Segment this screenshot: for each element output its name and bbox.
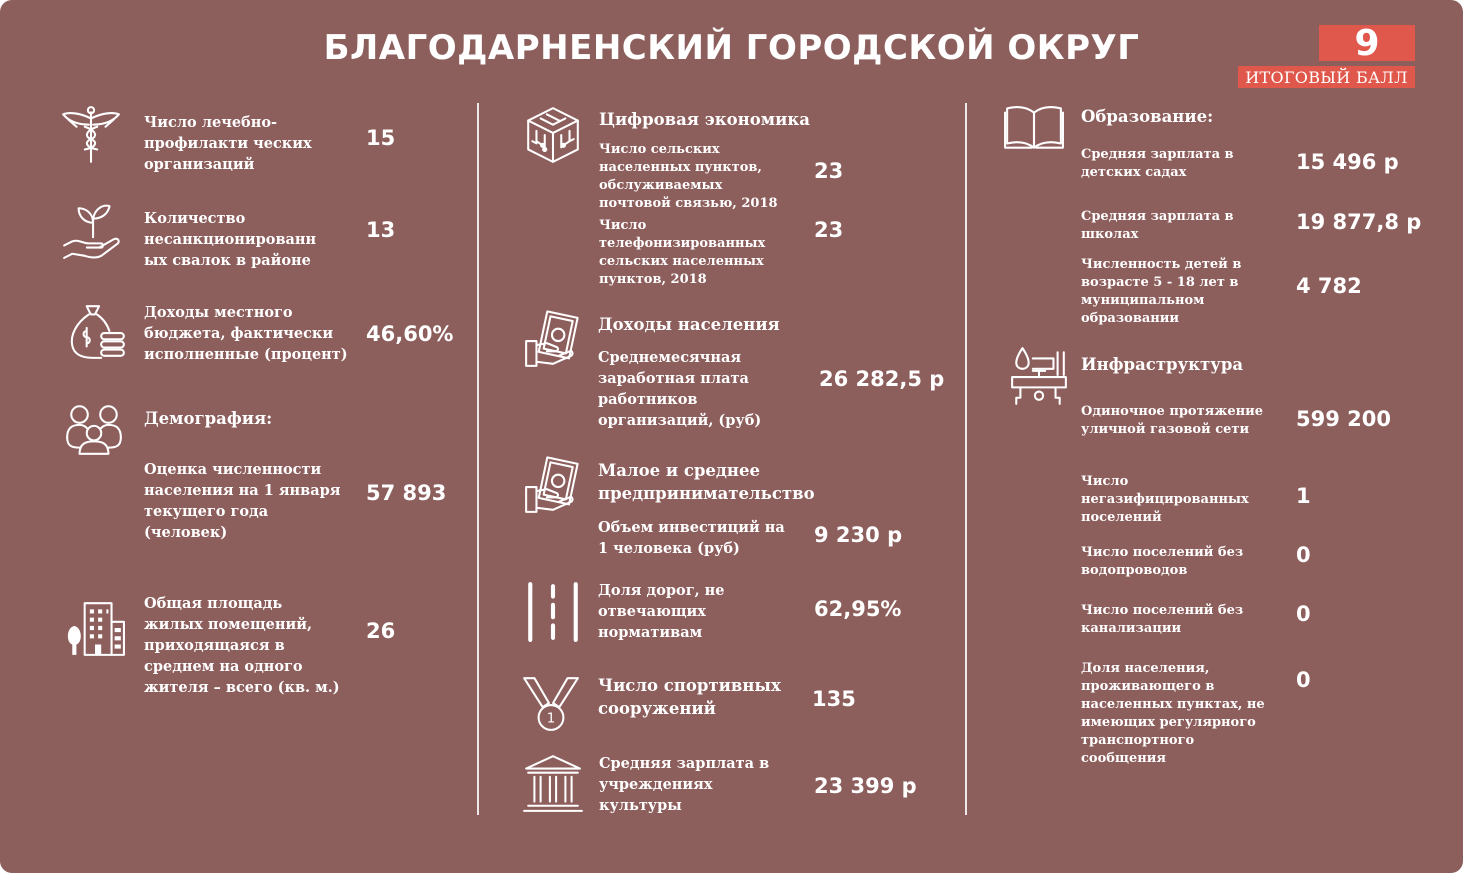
demography-header: Демография: bbox=[144, 409, 273, 428]
small-business-header: Малое и среднее предпринимательство bbox=[598, 461, 815, 503]
road-icon bbox=[522, 580, 584, 642]
no-water-supply-label: Число поселений без водопроводов bbox=[1081, 545, 1244, 578]
bad-roads-value: 62,95% bbox=[814, 597, 902, 621]
cash-in-hand-icon bbox=[522, 308, 584, 370]
score-label-badge: ИТОГОВЫЙ БАЛЛ bbox=[1238, 66, 1415, 88]
children-count-label: Численность детей в возрасте 5 - 18 лет в муниципальном образовании bbox=[1081, 257, 1242, 326]
infrastructure-header: Инфраструктура bbox=[1081, 355, 1244, 374]
circuit-chip-icon bbox=[522, 104, 584, 166]
no-transport-label: Доля населения, проживающего в населенных пунктах, не имеющих регулярного транспортного сообщения bbox=[1081, 661, 1265, 766]
gas-network-value: 599 200 bbox=[1296, 407, 1391, 431]
no-transport-value: 0 bbox=[1296, 668, 1311, 692]
money-bag-icon bbox=[66, 300, 128, 362]
population-estimate-label: Оценка численности населения на 1 января текущего года (человек) bbox=[144, 461, 341, 541]
kindergarten-salary-label: Средняя зарплата в детских садах bbox=[1081, 147, 1234, 180]
no-sewerage-label: Число поселений без канализации bbox=[1081, 603, 1244, 636]
budget-revenue-label: Доходы местного бюджета, фактически исполненные (процент) bbox=[144, 304, 348, 363]
cash-in-hand-icon bbox=[522, 454, 584, 516]
housing-area-label: Общая площадь жилых помещений, приходящаяся в среднем на одного жителя – всего (кв. м.) bbox=[144, 595, 340, 696]
education-header: Образование: bbox=[1081, 107, 1214, 126]
budget-revenue-value: 46,60% bbox=[366, 322, 454, 346]
kindergarten-salary-value: 15 496 р bbox=[1296, 150, 1399, 174]
no-sewerage-value: 0 bbox=[1296, 602, 1311, 626]
illegal-dumps-value: 13 bbox=[366, 218, 396, 242]
score-value-badge: 9 bbox=[1319, 25, 1415, 61]
caduceus-icon bbox=[60, 104, 122, 166]
people-icon bbox=[63, 398, 125, 460]
culture-salary-label: Средняя зарплата в учреждениях культуры bbox=[599, 755, 770, 814]
income-header: Доходы населения bbox=[598, 315, 780, 334]
avg-salary-value: 26 282,5 р bbox=[819, 367, 945, 391]
non-gasified-label: Число негазифицированных поселений bbox=[1081, 474, 1249, 525]
school-salary-label: Средняя зарплата в школах bbox=[1081, 209, 1234, 242]
column-divider-1 bbox=[477, 103, 479, 815]
sport-facilities-label: Число спортивных сооружений bbox=[598, 676, 781, 718]
culture-salary-value: 23 399 р bbox=[814, 774, 917, 798]
illegal-dumps-label: Количество несанкционированн ых свалок в районе bbox=[144, 210, 317, 269]
investment-value: 9 230 р bbox=[814, 523, 903, 547]
gas-network-label: Одиночное протяжение уличной газовой сети bbox=[1081, 404, 1264, 437]
sport-facilities-value: 135 bbox=[812, 687, 856, 711]
digital-economy-header: Цифровая экономика bbox=[599, 110, 810, 129]
phone-villages-value: 23 bbox=[814, 218, 844, 242]
no-water-supply-value: 0 bbox=[1296, 543, 1311, 567]
postal-villages-value: 23 bbox=[814, 159, 844, 183]
children-count-value: 4 782 bbox=[1296, 274, 1362, 298]
school-salary-value: 19 877,8 р bbox=[1296, 210, 1422, 234]
city-building-icon bbox=[64, 597, 126, 659]
medical-organizations-label: Число лечебно-профилакти ческих организаций bbox=[144, 114, 312, 173]
non-gasified-value: 1 bbox=[1296, 484, 1311, 508]
medical-organizations-value: 15 bbox=[366, 126, 396, 150]
investment-label: Объем инвестиций на 1 человека (руб) bbox=[598, 519, 785, 557]
postal-villages-label: Число сельских населенных пунктов, обслуживаемых почтовой связью, 2018 bbox=[599, 142, 778, 211]
open-book-icon bbox=[1003, 96, 1065, 158]
phone-villages-label: Число телефонизированных сельских населенных пунктов, 2018 bbox=[599, 218, 766, 287]
avg-salary-label: Среднемесячная заработная плата работников организаций, (руб) bbox=[598, 349, 762, 429]
sprout-in-hand-icon bbox=[60, 200, 122, 262]
museum-building-icon bbox=[522, 752, 584, 814]
pipes-valve-icon bbox=[1008, 344, 1070, 406]
housing-area-value: 26 bbox=[366, 619, 396, 643]
population-estimate-value: 57 893 bbox=[366, 481, 447, 505]
medal-icon bbox=[520, 672, 582, 734]
column-divider-2 bbox=[965, 103, 967, 815]
page-title: БЛАГОДАРНЕНСКИЙ ГОРОДСКОЙ ОКРУГ bbox=[323, 28, 1140, 68]
medal-number: 1 bbox=[546, 711, 556, 727]
bad-roads-label: Доля дорог, не отвечающих нормативам bbox=[598, 582, 725, 641]
